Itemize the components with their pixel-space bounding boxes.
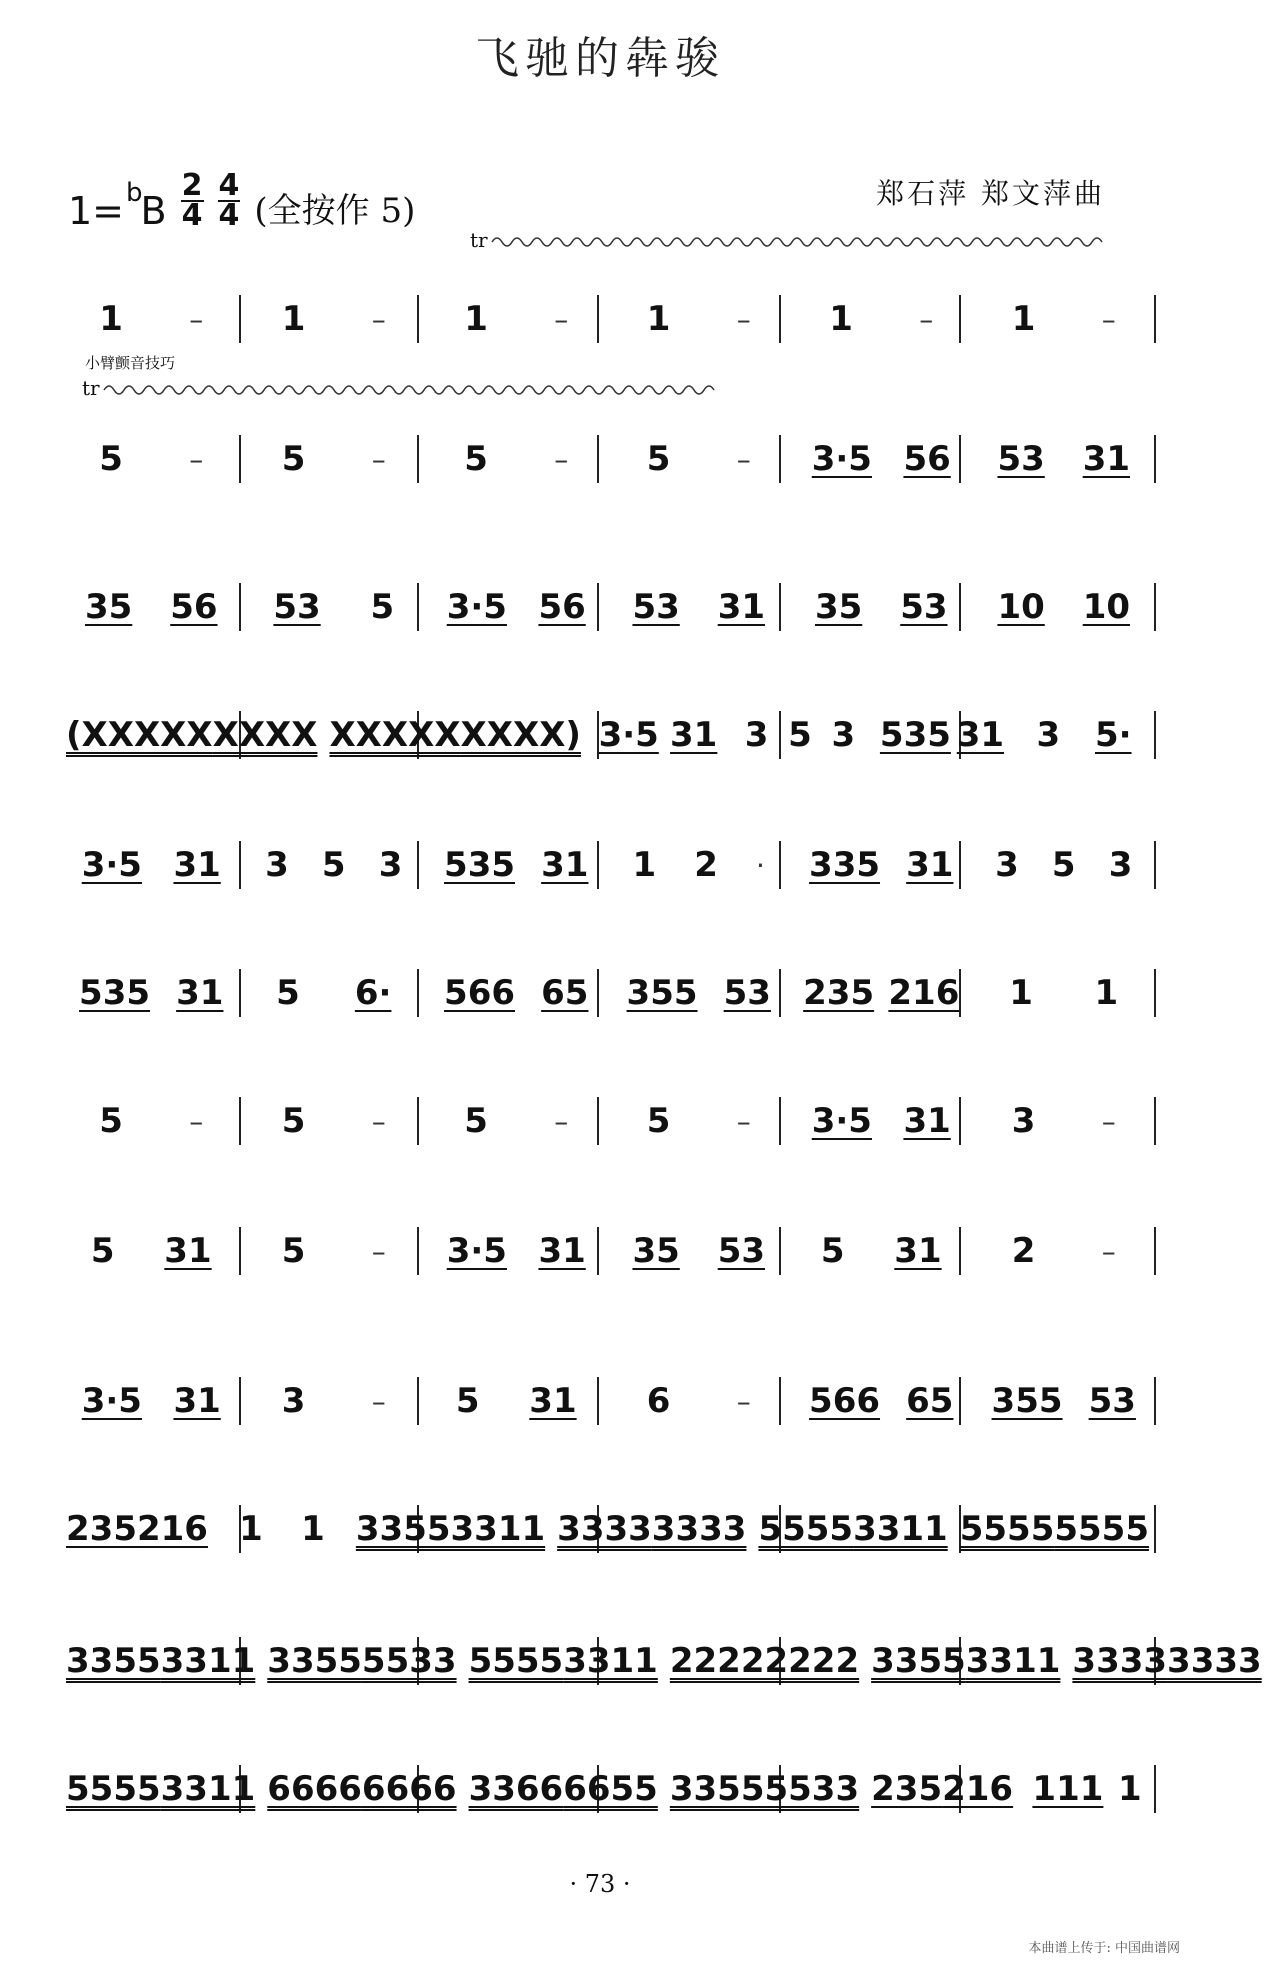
- measure: [1013, 706, 1155, 764]
- note-group: 3: [1108, 845, 1133, 885]
- note-group: 3·5: [811, 439, 872, 479]
- trill-wave: [492, 232, 1110, 252]
- note-group: 3366: [468, 1769, 564, 1809]
- note-group: 1: [632, 845, 657, 885]
- note-group: 53: [273, 587, 321, 627]
- note-group: 566: [809, 1381, 881, 1421]
- note-group: 5: [464, 439, 488, 479]
- measure-row: [60, 836, 1155, 906]
- measure: [60, 964, 243, 1022]
- note-group: 3355: [66, 1641, 161, 1681]
- sustain-dash: –: [1101, 1104, 1116, 1138]
- measure: [425, 578, 608, 636]
- sustain-dash: –: [371, 1384, 386, 1418]
- score-system: [60, 1760, 1155, 1830]
- measure: [865, 1760, 1019, 1818]
- note-group: 2222: [669, 1641, 765, 1681]
- note-group: 1: [281, 299, 306, 339]
- measure: [60, 1372, 243, 1430]
- note-group: (XXXXX: [66, 715, 213, 755]
- note-group: 1: [464, 299, 488, 339]
- sustain-dash: –: [189, 302, 204, 336]
- note-group: 3355: [871, 1641, 966, 1681]
- sustain-dash: –: [736, 302, 751, 336]
- note-group: 1: [301, 1509, 325, 1549]
- measure: [551, 1500, 752, 1558]
- note-group: 5: [276, 973, 300, 1013]
- note-group: 3311: [160, 1769, 256, 1809]
- note-group: 31: [538, 1231, 586, 1271]
- measure: [425, 964, 608, 1022]
- note-group: 31: [906, 845, 954, 885]
- sustain-dash: –: [371, 1234, 386, 1268]
- measure-row: [60, 706, 1155, 776]
- note-group: 35: [632, 1231, 680, 1271]
- measure: [323, 706, 586, 764]
- trill-line-1: [470, 228, 1110, 258]
- measure: [425, 1372, 608, 1430]
- note-group: 65: [906, 1381, 954, 1421]
- time-signature-2: 4 4: [218, 168, 240, 233]
- note-group: 53: [723, 973, 771, 1013]
- measure-row: [60, 964, 1155, 1034]
- score-system: [60, 964, 1155, 1034]
- note-group: 5555: [1054, 1509, 1149, 1549]
- trill-label: tr: [82, 376, 100, 400]
- measure: [973, 1222, 1156, 1280]
- measure: [425, 1222, 608, 1280]
- note-group: 1: [239, 1509, 263, 1549]
- note-group: 31: [173, 845, 221, 885]
- note-group: 535: [79, 973, 151, 1013]
- score-system: [60, 430, 1155, 500]
- measure: [1066, 1632, 1267, 1690]
- note-group: 35: [814, 587, 863, 627]
- note-group: 216: [942, 1769, 1014, 1809]
- measure: [729, 706, 871, 764]
- measure: [973, 290, 1156, 348]
- sustain-dash: –: [554, 442, 569, 476]
- watermark: 本曲谱上传于: 中国曲谱网: [1028, 1941, 1180, 1956]
- score-system: [60, 1092, 1155, 1162]
- note-group: 31: [541, 845, 589, 885]
- note-group: 5: [788, 715, 812, 755]
- measure: [60, 836, 243, 894]
- sustain-dash: –: [371, 1104, 386, 1138]
- note-group: 3: [744, 715, 769, 755]
- measure: [243, 1222, 426, 1280]
- measure: [790, 430, 973, 488]
- note-group: 3·5: [446, 587, 507, 627]
- sustain-dash: –: [919, 302, 934, 336]
- note-group: 566: [444, 973, 516, 1013]
- measure: [608, 430, 791, 488]
- note-group: 3·5: [446, 1231, 507, 1271]
- measure: [790, 964, 973, 1022]
- measure: [973, 430, 1156, 488]
- note-group: 5: [370, 587, 395, 627]
- measure-row: [60, 578, 1155, 648]
- measure: [865, 1632, 1066, 1690]
- note-group: 56: [170, 587, 218, 627]
- measure: [243, 430, 426, 488]
- note-group: 10: [997, 587, 1045, 627]
- trill-wave: [104, 380, 714, 400]
- sustain-dash: –: [1101, 302, 1116, 336]
- measure: [752, 1500, 953, 1558]
- note-group: 5: [646, 439, 671, 479]
- note-group: 31: [173, 1381, 221, 1421]
- note-group: 5555: [758, 1509, 854, 1549]
- measure: [243, 1092, 426, 1150]
- note-group: 5·: [1094, 715, 1132, 755]
- measure: [60, 578, 243, 636]
- measure: [214, 1500, 350, 1558]
- page-title: 飞驰的犇骏: [475, 33, 725, 84]
- note-group: 31: [1082, 439, 1131, 479]
- note-group: 56: [538, 587, 586, 627]
- measure: [608, 578, 791, 636]
- note-group: 6666: [267, 1769, 362, 1809]
- note-group: 3: [265, 845, 289, 885]
- measure: [60, 706, 323, 764]
- note-group: 5: [99, 1101, 123, 1141]
- note-group: 31: [956, 715, 1005, 755]
- measure: [973, 1092, 1156, 1150]
- measure: [973, 1372, 1156, 1430]
- note-group: 53: [900, 587, 948, 627]
- measure: [261, 1632, 462, 1690]
- sustain-dash: –: [189, 1104, 204, 1138]
- measure-row: [60, 1092, 1155, 1162]
- measure: [608, 964, 791, 1022]
- note-group: 216: [888, 973, 960, 1013]
- note-group: 3333: [1167, 1641, 1262, 1681]
- note-group: 5: [281, 439, 306, 479]
- key-signature: [68, 160, 416, 233]
- sustain-dash: –: [1101, 1234, 1116, 1268]
- measure: [425, 836, 608, 894]
- key-prefix: 1=: [68, 189, 125, 233]
- measure: [425, 430, 608, 488]
- note-group: 31: [717, 587, 766, 627]
- measure: [60, 430, 243, 488]
- measure: [790, 1222, 973, 1280]
- note-group: 5: [281, 1101, 306, 1141]
- note-group: 31: [894, 1231, 942, 1271]
- measure: [425, 290, 608, 348]
- trill-line-2: [82, 376, 722, 406]
- note-group: 5555: [66, 1769, 161, 1809]
- key-flat: b: [126, 178, 143, 208]
- sustain-dash: ·: [756, 848, 765, 882]
- note-group: 3333: [651, 1509, 747, 1549]
- note-group: 3355: [267, 1641, 362, 1681]
- note-group: 3311: [563, 1641, 658, 1681]
- note-group: 53: [717, 1231, 766, 1271]
- measure: [790, 836, 973, 894]
- measure: [60, 1222, 243, 1280]
- note-group: 1: [1011, 299, 1036, 339]
- note-group: 3333: [557, 1509, 652, 1549]
- note-group: 3·5: [81, 845, 142, 885]
- note-group: 31: [529, 1381, 577, 1421]
- note-group: 3·5: [811, 1101, 872, 1141]
- score-system: [60, 1372, 1155, 1442]
- note-group: 31: [164, 1231, 212, 1271]
- measure: [243, 964, 426, 1022]
- note-group: 1: [646, 299, 671, 339]
- measure: [973, 578, 1156, 636]
- note-group: 5: [1051, 845, 1076, 885]
- measure: [425, 1092, 608, 1150]
- measure: [608, 1372, 791, 1430]
- note-group: 6666: [361, 1769, 457, 1809]
- note-group: 355: [991, 1381, 1063, 1421]
- note-group: 1: [1009, 973, 1033, 1013]
- measure: [954, 1500, 1155, 1558]
- note-group: 56: [903, 439, 951, 479]
- measure: [608, 1222, 791, 1280]
- measure: [60, 1500, 214, 1558]
- measure: [587, 706, 729, 764]
- note-group: 5: [321, 845, 346, 885]
- measure-row: [60, 1760, 1155, 1830]
- measure-row: [60, 1222, 1155, 1292]
- score-system: [60, 290, 1155, 360]
- measure: [261, 1760, 462, 1818]
- note-group: 111: [1032, 1769, 1104, 1809]
- note-group: XXXX): [460, 715, 581, 755]
- score-system: [60, 578, 1155, 648]
- note-group: 31: [176, 973, 224, 1013]
- note-group: 6·: [354, 973, 392, 1013]
- note-group: 3·5: [598, 715, 659, 755]
- note-group: 3: [1036, 715, 1061, 755]
- note-group: 355: [626, 973, 698, 1013]
- note-group: XXXXX: [329, 715, 461, 755]
- note-group: 235: [871, 1769, 943, 1809]
- note-group: 5533: [764, 1769, 860, 1809]
- note-group: 5: [90, 1231, 115, 1271]
- note-group: 3311: [853, 1509, 948, 1549]
- note-group: 31: [670, 715, 718, 755]
- note-group: 216: [136, 1509, 208, 1549]
- measure: [608, 836, 791, 894]
- measure: [790, 1092, 973, 1150]
- note-group: 3333: [1072, 1641, 1168, 1681]
- note-group: 335: [809, 845, 881, 885]
- measure: [243, 836, 426, 894]
- measure: [463, 1632, 664, 1690]
- note-group: 53: [1088, 1381, 1136, 1421]
- score-system: [60, 1500, 1155, 1570]
- note-group: 2: [1011, 1231, 1036, 1271]
- trill-label: tr: [470, 228, 488, 252]
- measure-row: [60, 1500, 1155, 1570]
- note-group: 5: [820, 1231, 845, 1271]
- note-group: 5533: [361, 1641, 457, 1681]
- note-group: 5555: [468, 1641, 564, 1681]
- sustain-dash: –: [554, 1104, 569, 1138]
- note-group: 3: [995, 845, 1019, 885]
- measure: [608, 290, 791, 348]
- note-group: 3311: [450, 1509, 546, 1549]
- measure-row: [60, 1632, 1262, 1702]
- note-group: 535: [444, 845, 516, 885]
- measure-row: [60, 430, 1155, 500]
- note-group: 535: [879, 715, 951, 755]
- measure: [243, 578, 426, 636]
- sustain-dash: –: [189, 442, 204, 476]
- measure: [790, 578, 973, 636]
- note-group: 65: [541, 973, 589, 1013]
- measure: [60, 1632, 261, 1690]
- measure: [60, 290, 243, 348]
- key-note: B: [140, 189, 167, 233]
- measure: [790, 290, 973, 348]
- sustain-dash: –: [371, 302, 386, 336]
- measure: [664, 1632, 865, 1690]
- note-group: 10: [1082, 587, 1131, 627]
- note-group: 53: [632, 587, 680, 627]
- measure: [973, 964, 1156, 1022]
- sustain-dash: –: [371, 442, 386, 476]
- note-group: 6: [646, 1381, 671, 1421]
- measure: [1019, 1760, 1155, 1818]
- measure: [973, 836, 1156, 894]
- measure: [243, 1372, 426, 1430]
- note-group: 3: [1011, 1101, 1036, 1141]
- note-group: 2222: [764, 1641, 860, 1681]
- sustain-dash: –: [736, 442, 751, 476]
- note-group: 1: [1094, 973, 1119, 1013]
- note-group: 3: [831, 715, 856, 755]
- measure: [60, 1760, 261, 1818]
- note-group: 3: [281, 1381, 306, 1421]
- note-group: 3·5: [81, 1381, 142, 1421]
- technique-label: 小臂颤音技巧: [85, 354, 176, 372]
- measure: [463, 1760, 664, 1818]
- score-system: [60, 1222, 1155, 1292]
- measure: [664, 1760, 865, 1818]
- composer: 郑石萍 郑文萍曲: [876, 177, 1105, 210]
- note-group: 5: [455, 1381, 480, 1421]
- note-group: 235: [803, 973, 875, 1013]
- sustain-dash: –: [554, 302, 569, 336]
- score-system: [60, 1632, 1262, 1702]
- note-group: 3: [378, 845, 403, 885]
- note-group: 1: [1118, 1769, 1142, 1809]
- note-group: 3355: [669, 1769, 765, 1809]
- measure: [871, 706, 1013, 764]
- measure-row: [60, 290, 1155, 360]
- fingering-note: (全按作 5): [254, 191, 416, 231]
- measure: [790, 1372, 973, 1430]
- note-group: 3311: [965, 1641, 1061, 1681]
- measure: [608, 1092, 791, 1150]
- note-group: 3311: [160, 1641, 256, 1681]
- measure: [60, 1092, 243, 1150]
- note-group: 235: [66, 1509, 137, 1549]
- note-group: 5: [99, 439, 123, 479]
- note-group: 6655: [563, 1769, 658, 1809]
- note-group: 5555: [959, 1509, 1055, 1549]
- note-group: 35: [84, 587, 133, 627]
- note-group: 53: [997, 439, 1045, 479]
- sustain-dash: –: [736, 1384, 751, 1418]
- measure-row: [60, 1372, 1155, 1442]
- note-group: 5: [281, 1231, 306, 1271]
- score-system: [60, 706, 1155, 776]
- score-system: [60, 836, 1155, 906]
- measure: [243, 290, 426, 348]
- note-group: XXXX: [212, 715, 318, 755]
- note-group: 1: [99, 299, 123, 339]
- note-group: 3355: [355, 1509, 451, 1549]
- note-group: 5: [646, 1101, 671, 1141]
- note-group: 31: [903, 1101, 951, 1141]
- measure: [350, 1500, 551, 1558]
- note-group: 5: [464, 1101, 488, 1141]
- time-signature-1: 2 4: [181, 168, 203, 233]
- note-group: 2: [694, 845, 718, 885]
- note-group: 1: [829, 299, 853, 339]
- page-number: · 73 ·: [569, 1870, 631, 1898]
- sustain-dash: –: [736, 1104, 751, 1138]
